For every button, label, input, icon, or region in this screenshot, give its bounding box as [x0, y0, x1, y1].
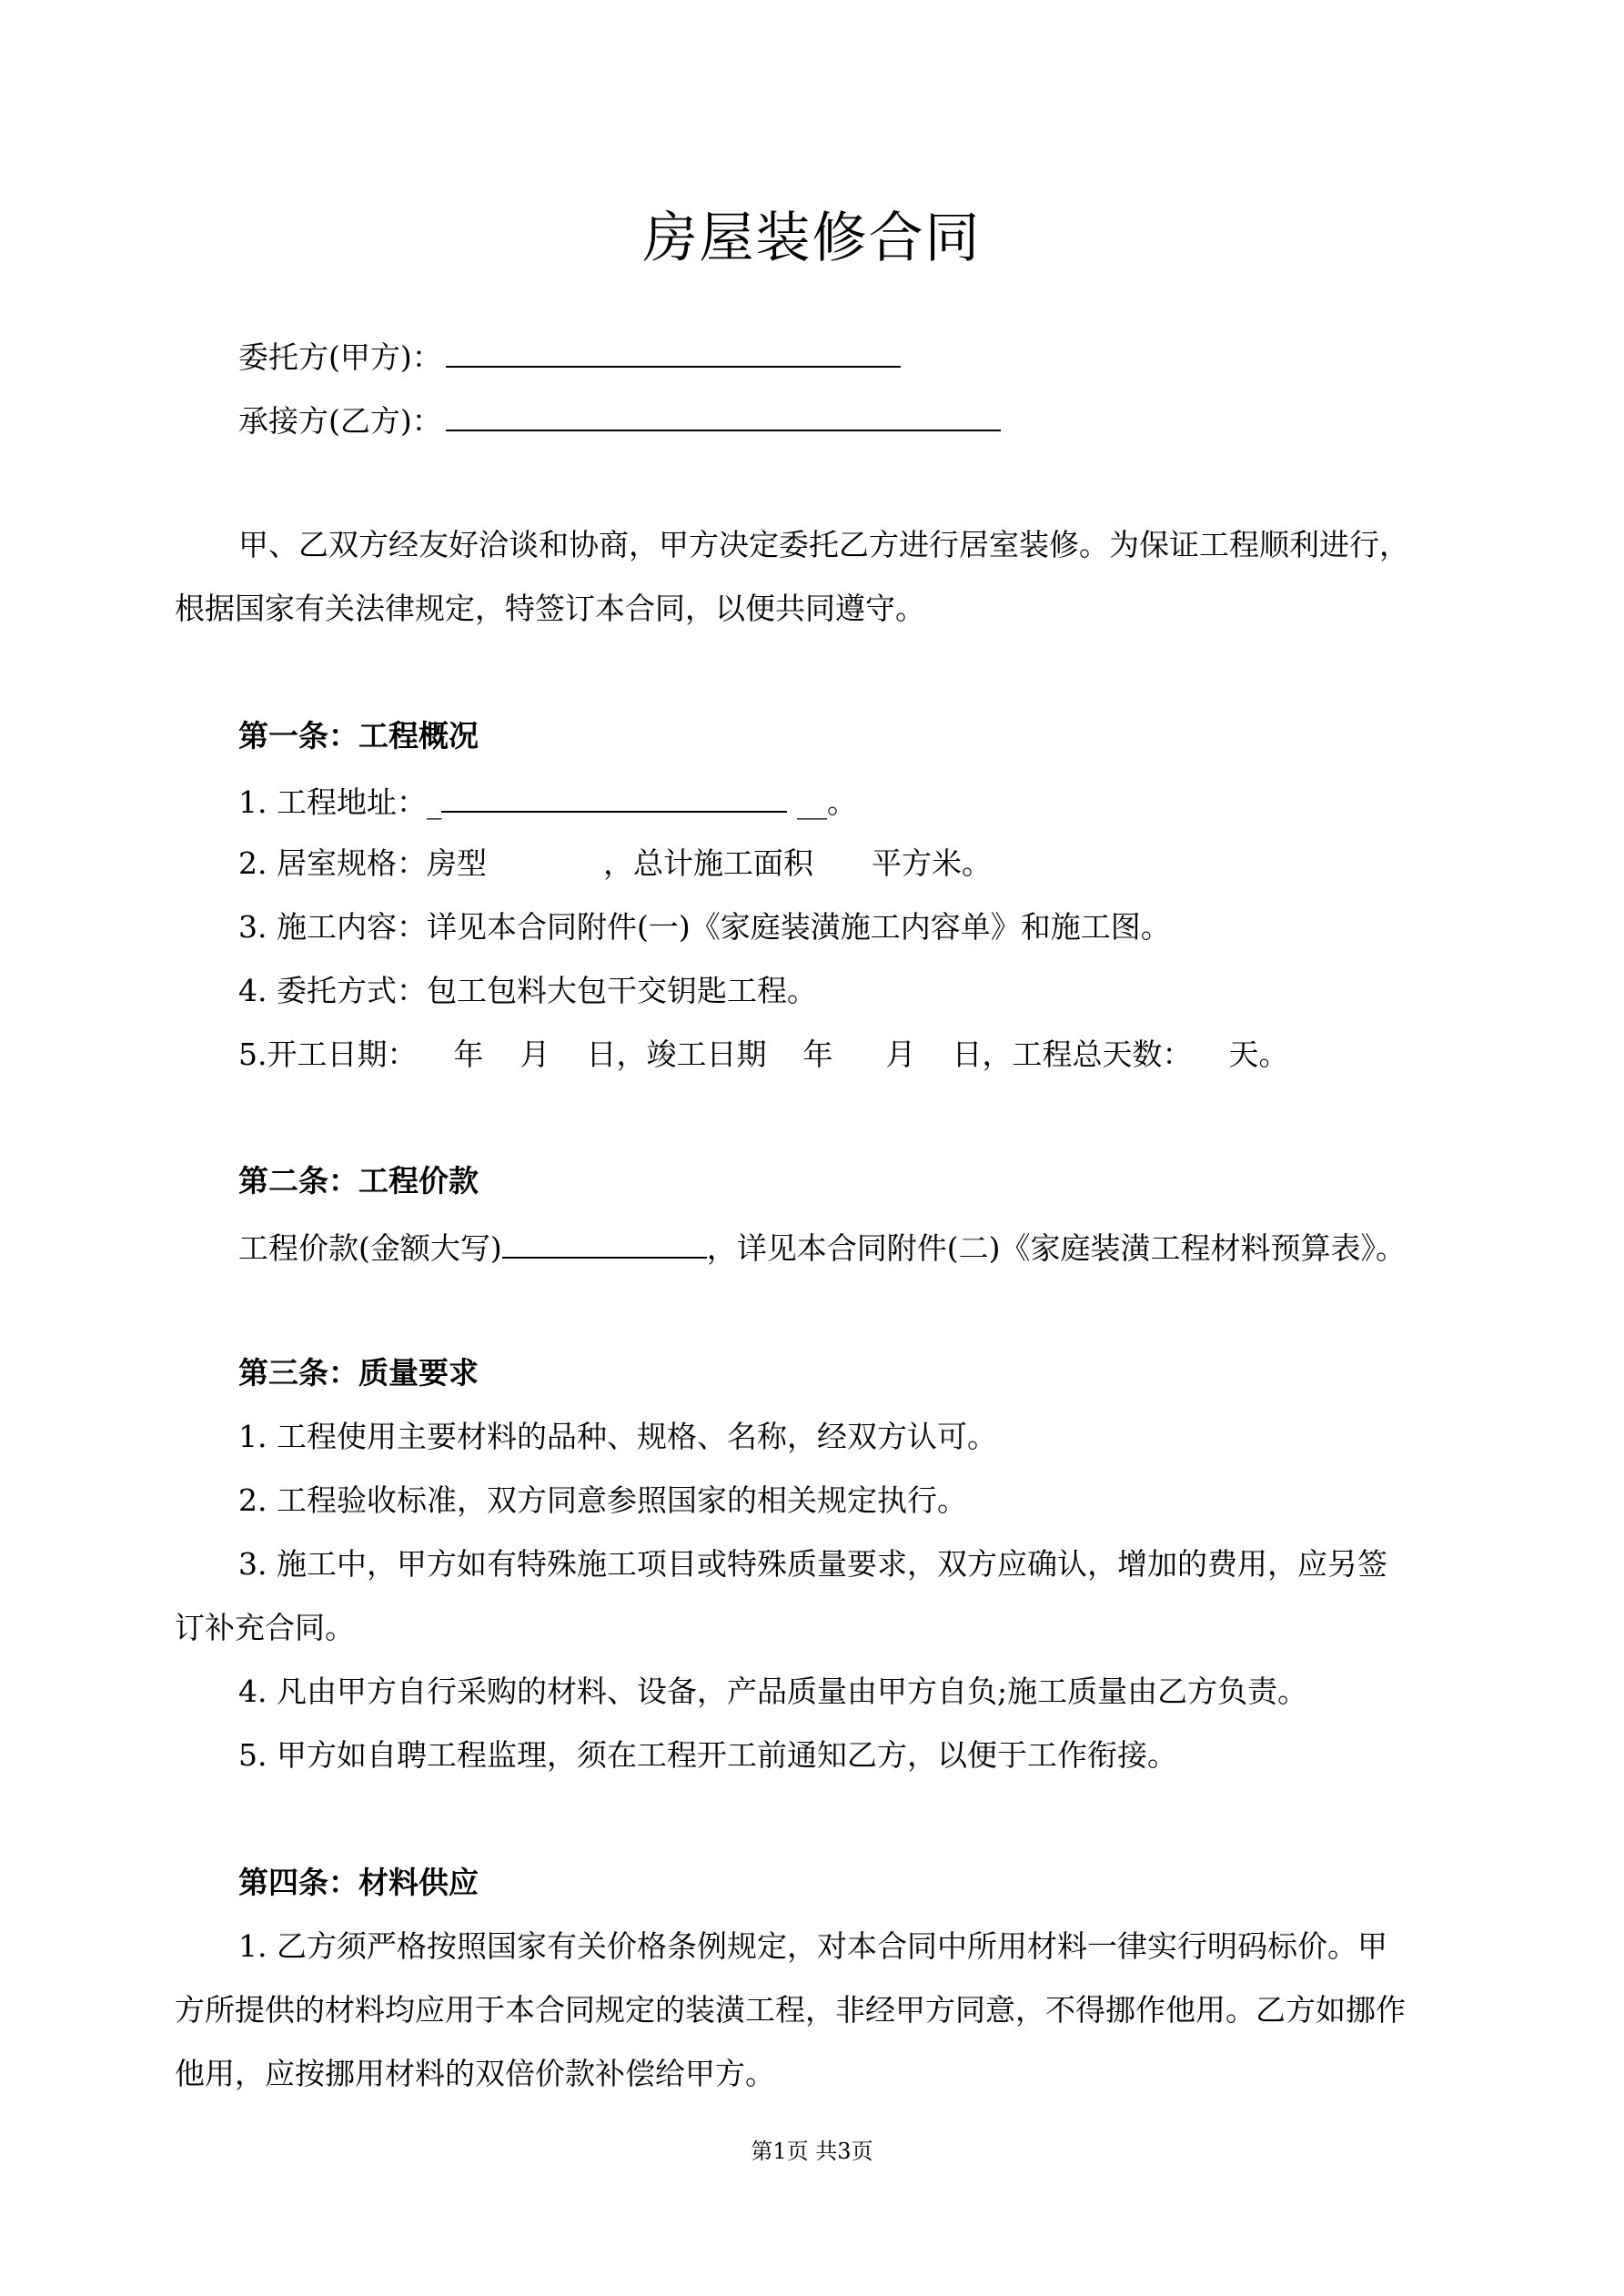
- end-month: 月: [885, 1037, 916, 1072]
- article1-item3: 3. 施工内容：详见本合同附件(一)《家庭装潢施工内容单》和施工图。: [238, 909, 1171, 945]
- area-label: ，总计施工面积: [602, 845, 813, 881]
- party-a-blank[interactable]: [446, 333, 901, 368]
- party-b-blank[interactable]: [446, 397, 1001, 431]
- article3-item1: 1. 工程使用主要材料的品种、规格、名称，经双方认可。: [238, 1419, 997, 1454]
- end-year: 年: [802, 1037, 833, 1072]
- article3-item2: 2. 工程验收标准，双方同意参照国家的相关规定执行。: [238, 1482, 967, 1518]
- article3-item3-line2: 订补充合同。: [175, 1610, 355, 1645]
- article3-heading: 第三条：质量要求: [238, 1355, 479, 1391]
- address-suffix: __。: [787, 784, 857, 820]
- article1-heading: 第一条：工程概况: [238, 718, 479, 754]
- total-days-label: 日，工程总天数：: [952, 1037, 1193, 1072]
- article2-text: [238, 1224, 1406, 1270]
- article4-item1-line2: 方所提供的材料均应用于本合同规定的装潢工程，非经甲方同意，不得挪作他用。乙方如挪作: [175, 1992, 1406, 2028]
- article1-item2: [238, 842, 992, 885]
- article3-item3-line1: 3. 施工中，甲方如有特殊施工项目或特殊质量要求，双方应确认，增加的费用，应另签: [238, 1546, 1387, 1582]
- party-a-label: 委托方(甲方)：: [238, 339, 442, 375]
- article1-item4: 4. 委托方式：包工包料大包干交钥匙工程。: [238, 973, 817, 1008]
- area-unit: 平方米。: [871, 845, 992, 881]
- article3-item5: 5. 甲方如自聘工程监理，须在工程开工前通知乙方，以便于工作衔接。: [238, 1737, 1177, 1773]
- start-date-label: 5.开工日期：: [238, 1037, 418, 1072]
- article4-item1-line1: 1. 乙方须严格按照国家有关价格条例规定，对本合同中所用材料一律实行明码标价。甲: [238, 1928, 1387, 1964]
- end-date-label: 日，竣工日期: [586, 1037, 767, 1072]
- start-month: 月: [519, 1037, 550, 1072]
- party-b-label: 承接方(乙方)：: [238, 403, 442, 439]
- address-blank[interactable]: [441, 778, 787, 813]
- price-label: 工程价款(金额大写): [238, 1230, 502, 1266]
- article2-heading: 第二条：工程价款: [238, 1163, 479, 1199]
- intro-line-1: 甲、乙双方经友好洽谈和协商，甲方决定委托乙方进行居室装修。为保证工程顺利进行，: [238, 527, 1409, 562]
- price-suffix: ，详见本合同附件(二)《家庭装潢工程材料预算表》。: [706, 1230, 1406, 1266]
- intro-line-2: 根据国家有关法律规定，特签订本合同，以便共同遵守。: [175, 591, 925, 626]
- article4-heading: 第四条：材料供应: [238, 1865, 479, 1900]
- party-a-line: [238, 333, 901, 379]
- page-footer: 第1页 共3页: [751, 2139, 873, 2164]
- document-title: 房屋装修合同: [642, 207, 982, 270]
- price-blank[interactable]: [502, 1224, 707, 1259]
- total-days-unit: 天。: [1228, 1037, 1289, 1072]
- start-year: 年: [453, 1037, 484, 1072]
- article1-item5: [238, 1033, 1289, 1077]
- address-label: 1. 工程地址：_: [238, 784, 442, 820]
- article3-item4: 4. 凡由甲方自行采购的材料、设备，产品质量由甲方自负;施工质量由乙方负责。: [238, 1674, 1308, 1709]
- room-type-label: 2. 居室规格：房型: [238, 845, 487, 881]
- article1-item1: [238, 778, 857, 824]
- article4-item1-line3: 他用，应按挪用材料的双倍价款补偿给甲方。: [175, 2056, 775, 2091]
- party-b-line: [238, 397, 1001, 443]
